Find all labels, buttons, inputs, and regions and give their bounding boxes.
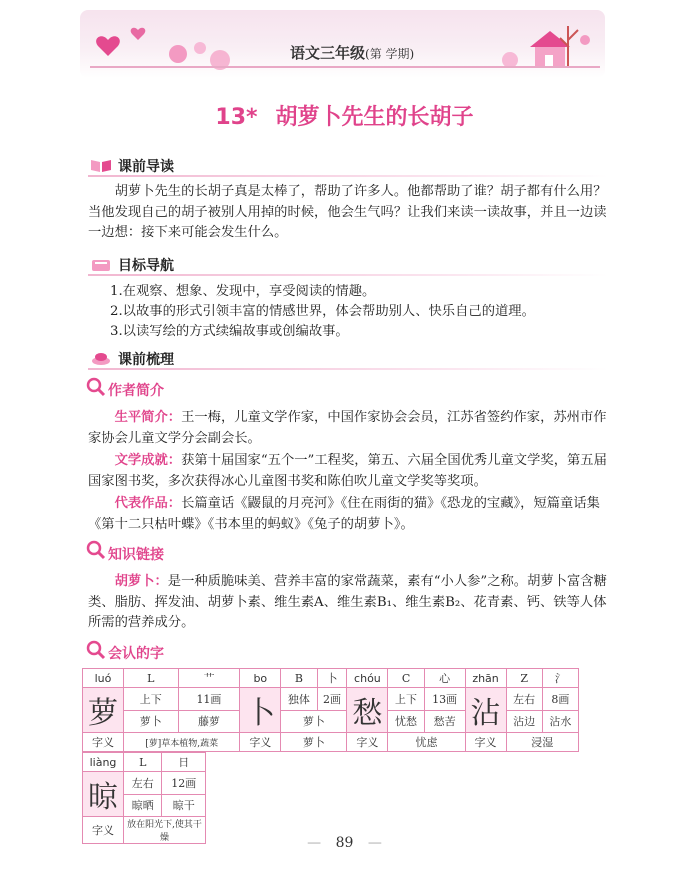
table-row: [83, 772, 206, 795]
review-heading: 课前梳理: [118, 352, 174, 368]
character-cell: 萝: [83, 688, 124, 733]
lesson-title: [0, 100, 689, 131]
magnifier-icon: [86, 540, 106, 560]
page-number-value: 89: [335, 835, 354, 851]
radical-cell: 氵: [542, 669, 578, 688]
strokes-cell: 13画: [424, 688, 465, 711]
knowledge-label: 胡萝卜：: [114, 574, 168, 589]
radical-cell: 日: [162, 753, 206, 772]
preview-underline: [88, 175, 608, 177]
pinyin-cell: chóu: [347, 669, 388, 688]
works-label: 代表作品：: [114, 496, 182, 511]
author-bio: [88, 408, 608, 449]
knowledge-body: 是一种质脆味美、营养丰富的家常蔬菜，素有“小人参”之称。胡萝卜富含糖类、脂肪、挥发油、胡萝卜素、维生素A、维生素B₁、维生素B₂、花青素、钙、铁等人体所需的营养成分。: [88, 574, 607, 630]
word-cell: 晾干: [162, 794, 206, 817]
word-cell: 晾晒: [124, 794, 162, 817]
strokes-cell: 2画: [317, 688, 347, 711]
table-row: [83, 753, 206, 772]
meaning-label: 字义: [83, 817, 124, 844]
cake-icon: [90, 350, 112, 366]
pinyin-cell: bo: [240, 669, 281, 688]
meaning-label: 字义: [465, 733, 506, 752]
table-row: [83, 669, 579, 688]
table-row: [83, 733, 579, 752]
word-cell: 萝卜: [281, 710, 347, 733]
bio-label: 生平简介：: [114, 410, 182, 425]
chars-table: [82, 668, 579, 752]
character-cell: 晾: [83, 772, 124, 817]
lesson-name: 胡萝卜先生的长胡子: [275, 105, 474, 130]
works-text: 长篇童话《鼹鼠的月亮河》《住在雨街的猫》《恐龙的宝藏》，短篇童话集《第十二只枯叶蝶》《书本里的蚂蚁》《兔子的胡萝卜》。: [88, 496, 600, 532]
author-heading: 作者简介: [108, 383, 164, 399]
review-underline: [88, 368, 608, 370]
initial-cell: B: [281, 669, 317, 688]
word-cell: 沾边: [506, 710, 542, 733]
structure-cell: 上下: [388, 688, 424, 711]
running-head: [290, 42, 414, 63]
page-dash-right: —: [367, 835, 382, 851]
character-cell: 愁: [347, 688, 388, 733]
goal-item: 1.在观察、想象、发现中，享受阅读的情趣。: [110, 284, 376, 299]
magnifier-icon: [86, 377, 106, 397]
character-cell: 卜: [240, 688, 281, 733]
preview-heading: 课前导读: [118, 159, 174, 175]
goals-heading: 目标导航: [118, 258, 174, 274]
structure-cell: 左右: [124, 772, 162, 795]
structure-cell: 左右: [506, 688, 542, 711]
achieve-label: 文学成就：: [114, 453, 182, 468]
structure-cell: 上下: [124, 688, 179, 711]
chars-heading: 会认的字: [108, 646, 164, 662]
word-cell: 沾水: [542, 710, 578, 733]
character-cell: 沾: [465, 688, 506, 733]
table-row: [83, 688, 579, 711]
banner-divider: [90, 66, 600, 68]
initial-cell: C: [388, 669, 424, 688]
pinyin-cell: luó: [83, 669, 124, 688]
meaning-cell: 忧虑: [388, 733, 465, 752]
strokes-cell: 11画: [178, 688, 240, 711]
goal-item: 2.以故事的形式引领丰富的情感世界，体会帮助别人、快乐自己的道理。: [110, 304, 535, 319]
pinyin-cell: zhān: [465, 669, 506, 688]
bio-text: 王一梅，儿童文学作家，中国作家协会会员，江苏省签约作家，苏州市作家协会儿童文学分会副会长。: [88, 410, 607, 446]
structure-cell: 独体: [281, 688, 317, 711]
pinyin-cell: liàng: [83, 753, 124, 772]
radical-cell: 心: [424, 669, 465, 688]
author-works: [88, 494, 608, 535]
running-title: 语文三年级: [290, 44, 366, 62]
achieve-text: 获第十届国家“五个一”工程奖，第五、六届全国优秀儿童文学奖，第五届国家图书奖，多次获得冰心儿童图书奖和陈伯吹儿童文学奖等奖项。: [88, 453, 607, 489]
word-cell: 萝卜: [124, 710, 179, 733]
page-dash-left: —: [307, 835, 322, 851]
book-icon: [90, 157, 112, 173]
meaning-label: 字义: [347, 733, 388, 752]
lesson-number: 13*: [215, 105, 258, 130]
meaning-cell: 放在阳光下,使其干燥: [124, 817, 206, 844]
initial-cell: Z: [506, 669, 542, 688]
word-cell: 藤萝: [178, 710, 240, 733]
radical-cell: 卜: [317, 669, 347, 688]
running-subtitle: (第 学期): [365, 47, 415, 61]
initial-cell: L: [124, 753, 162, 772]
magnifier-icon: [86, 640, 106, 660]
knowledge-text: [88, 572, 608, 634]
strokes-cell: 12画: [162, 772, 206, 795]
meaning-cell: [萝]草本植物,蔬菜: [124, 733, 240, 752]
author-achievements: [88, 451, 608, 492]
knowledge-heading: 知识链接: [108, 547, 164, 563]
goal-item: 3.以读写绘的方式续编故事或创编故事。: [110, 324, 349, 339]
meaning-label: 字义: [83, 733, 124, 752]
radical-cell: 艹: [178, 669, 240, 688]
word-cell: 愁苦: [424, 710, 465, 733]
initial-cell: L: [124, 669, 179, 688]
meaning-label: 字义: [240, 733, 281, 752]
preview-text: 胡萝卜先生的长胡子真是太棒了，帮助了许多人。他都帮助了谁？胡子都有什么用？当他发现自己的胡子被别人用掉的时候，他会生气吗？让我们来读一读故事，并且一边读一边想：接下来可能会发生什么。: [88, 184, 607, 240]
meaning-cell: 萝卜: [281, 733, 347, 752]
notebook-icon: [90, 257, 112, 273]
strokes-cell: 8画: [542, 688, 578, 711]
page-number: [0, 835, 689, 851]
meaning-cell: 浸湿: [506, 733, 578, 752]
goals-underline: [88, 274, 608, 276]
chars-table-2: [82, 752, 206, 844]
word-cell: 忧愁: [388, 710, 424, 733]
